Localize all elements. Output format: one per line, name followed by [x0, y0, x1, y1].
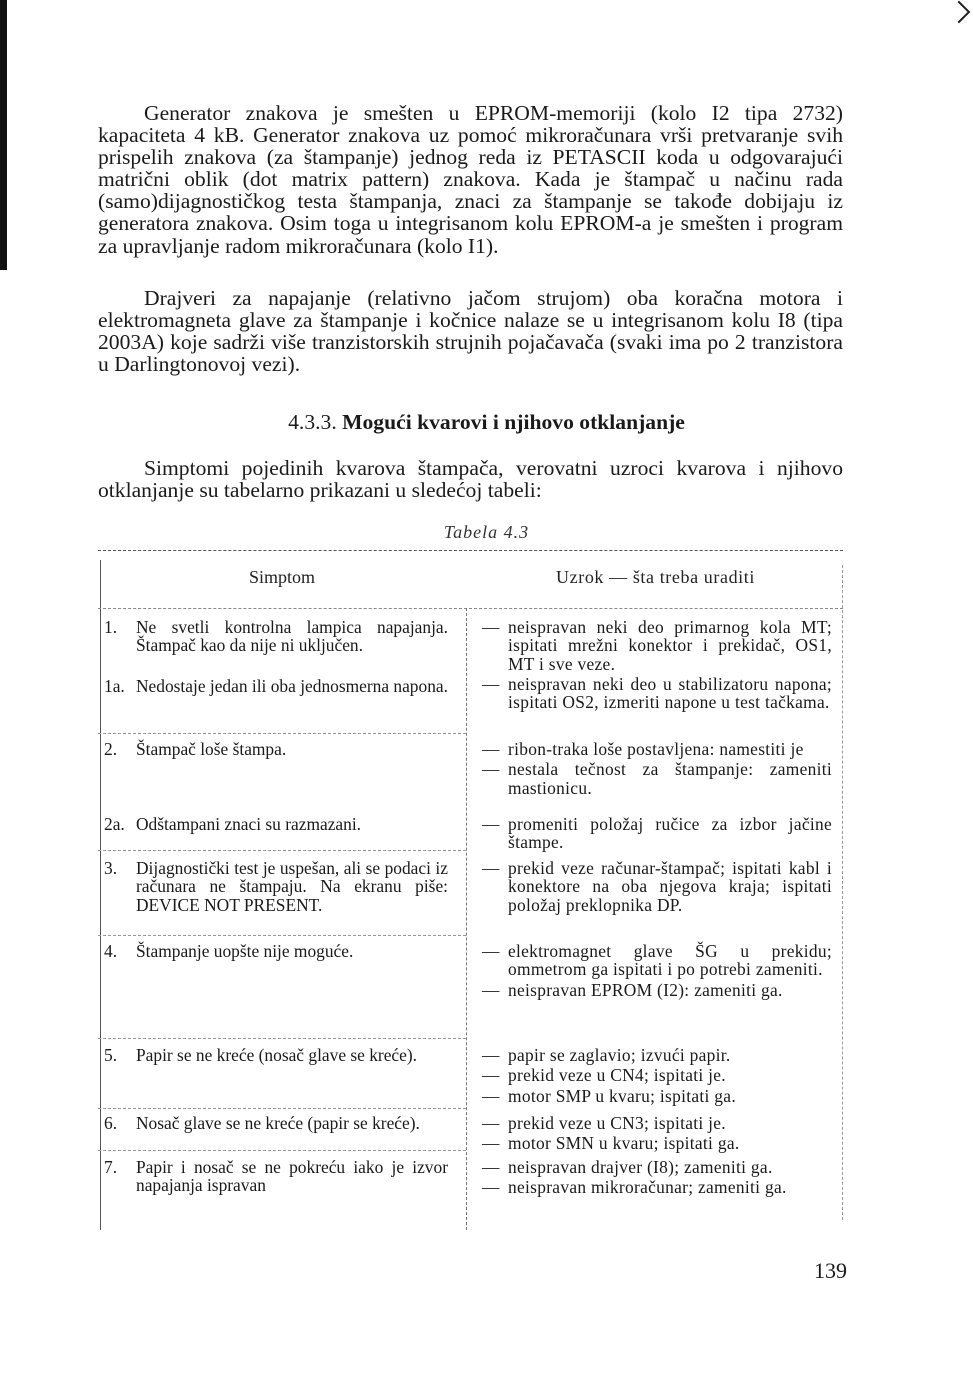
- cause-dash: —: [482, 673, 500, 694]
- section-title-text: Mogući kvarovi i njihovo otklanjanje: [342, 410, 685, 434]
- symptom-text: Papir i nosač se ne pokreću iako je izvor napajanja ispravan: [136, 1157, 448, 1196]
- row-separator: [98, 935, 466, 936]
- row-separator: [98, 850, 466, 851]
- cause-dash: —: [482, 617, 500, 637]
- symptom-number: 2a.: [104, 814, 125, 834]
- symptom-text: Odštampani znaci su razmazani.: [136, 814, 362, 834]
- cause-text: neispravan neki deo u stabilizatoru napona; ispitati OS2, izmeriti napone u test tačkama.: [508, 673, 832, 713]
- cause-group: [482, 859, 832, 916]
- cause-dash: —: [482, 858, 500, 878]
- section-number: 4.3.3.: [288, 410, 337, 434]
- scan-margin-mark: [3, 252, 6, 261]
- table-rule-header: [98, 608, 843, 609]
- symptom-text: Nosač glave se ne kreće (papir se kreće).: [136, 1113, 420, 1133]
- paragraph-generator-znakova: Generator znakova je smešten u EPROM-memoriji (kolo I2 tipa 2732) kapaciteta 4 kB. Generator znakova uz pomoć mikroračunara vrši pretvaranje svih prispelih znakova (za štampanje) jednog reda iz PETASCII koda u odgovarajući matrični oblik (dot matrix pattern) znakova. Kada je štampač u načinu rada (samo)dijagnostičkog testa štampanja, znaci za štampanje se takođe dobijaju iz generatora znakova. Osim toga u integrisanom kolu EPROM-a je smešten i program za upravljanje radom mikroračunara (kolo I1).: [98, 101, 843, 258]
- symptom-text: Štampač loše štampa.: [136, 739, 287, 759]
- cause-dash: —: [482, 1133, 500, 1154]
- symptom-number: 4.: [104, 941, 118, 961]
- symptom-row: [104, 1158, 454, 1195]
- table-border-left: [100, 560, 101, 1230]
- scan-margin-mark: [3, 205, 6, 213]
- symptom-row: [104, 740, 454, 758]
- symptom-row: [104, 677, 454, 695]
- row-separator: [98, 1150, 466, 1151]
- symptom-text: Papir se ne kreće (nosač glave se kreće).: [136, 1045, 418, 1065]
- cause-dash: —: [482, 1177, 500, 1198]
- table-header-symptom: Simptom: [248, 567, 315, 587]
- scan-margin-mark: [3, 228, 6, 238]
- cause-text: ribon-traka loše postavljena: namestiti je: [508, 739, 804, 759]
- cause-dash: —: [482, 1085, 500, 1106]
- cause-text: elektromagnet glave ŠG u prekidu; ommetrom ga ispitati i po potrebi zameniti.: [508, 941, 832, 980]
- page-number: 139: [814, 1258, 847, 1283]
- symptom-row: [104, 618, 454, 655]
- cause-item: [482, 1046, 832, 1064]
- section-heading: [0, 410, 973, 435]
- table-column-divider: [466, 608, 467, 1230]
- cause-item: [482, 1158, 832, 1176]
- symptom-row: [104, 942, 454, 960]
- cause-item: [482, 1114, 832, 1132]
- scan-corner-mark: [948, 1, 971, 24]
- cause-text: prekid veze računar-štampač; ispitati kabl i konektore na oba njegova kraja; ispitati položaj preklopnika DP.: [508, 858, 832, 915]
- cause-item: [482, 942, 832, 979]
- cause-dash: —: [482, 1065, 500, 1086]
- cause-item: [482, 859, 832, 914]
- cause-group: [482, 618, 832, 713]
- symptom-row: [104, 1046, 454, 1064]
- cause-text: motor SMN u kvaru; ispitati ga.: [508, 1133, 740, 1154]
- table-caption: Tabela 4.3: [443, 522, 530, 542]
- body-paragraph: [98, 102, 843, 257]
- row-separator: [98, 733, 466, 734]
- cause-dash: —: [482, 979, 500, 1000]
- cause-group: [482, 942, 832, 1001]
- cause-group: [482, 740, 832, 799]
- symptom-number: 7.: [104, 1157, 118, 1177]
- body-paragraph: [98, 287, 843, 375]
- cause-dash: —: [482, 759, 500, 780]
- symptom-number: 1a.: [104, 676, 125, 696]
- cause-text: neispravan drajver (I8); zameniti ga.: [508, 1157, 773, 1177]
- symptom-text: Nedostaje jedan ili oba jednosmerna napona.: [136, 676, 448, 696]
- cause-dash: —: [482, 941, 500, 961]
- cause-dash: —: [482, 1113, 500, 1133]
- symptom-text: Štampanje uopšte nije moguće.: [136, 941, 354, 961]
- table-border-right: [842, 565, 843, 1220]
- row-separator: [98, 1038, 466, 1039]
- cause-item: [482, 981, 832, 999]
- symptom-number: 5.: [104, 1045, 118, 1065]
- row-separator: [98, 1108, 466, 1109]
- cause-text: neispravan neki deo primarnog kola MT; ispitati mrežni konektor i prekidač, OS1, MT i sve veze.: [508, 617, 832, 674]
- cause-item: [482, 618, 832, 673]
- symptom-number: 6.: [104, 1113, 118, 1133]
- table-header-cause: Uzrok — šta treba uraditi: [556, 567, 755, 587]
- symptom-text: Ne svetli kontrolna lampica napajanja. Štampač kao da nije ni uključen.: [136, 617, 448, 656]
- cause-item: [482, 1087, 832, 1105]
- cause-group: [482, 1046, 832, 1107]
- symptom-number: 3.: [104, 858, 118, 878]
- fault-table: [98, 550, 843, 1230]
- cause-text: prekid veze u CN3; ispitati je.: [508, 1113, 726, 1133]
- table-rule-top: [98, 550, 843, 551]
- symptom-number: 1.: [104, 617, 118, 637]
- cause-group: [482, 1158, 832, 1199]
- symptom-row: [104, 1114, 454, 1132]
- body-paragraph: [98, 457, 843, 501]
- cause-item: [482, 675, 832, 712]
- cause-text: prekid veze u CN4; ispitati je.: [508, 1065, 726, 1086]
- cause-dash: —: [482, 739, 500, 759]
- symptom-text: Dijagnostički test je uspešan, ali se podaci iz računara ne štampaju. Na ekranu piše: DEVICE NOT PRESENT.: [136, 858, 448, 915]
- symptom-number: 2.: [104, 739, 118, 759]
- cause-text: papir se zaglavio; izvući papir.: [508, 1045, 731, 1065]
- cause-text: neispravan EPROM (I2): zameniti ga.: [508, 979, 783, 1000]
- cause-dash: —: [482, 814, 500, 834]
- cause-item: [482, 1066, 832, 1084]
- cause-item: [482, 760, 832, 797]
- cause-item: [482, 1178, 832, 1196]
- symptom-row: [104, 815, 454, 833]
- cause-text: motor SMP u kvaru; ispitati ga.: [508, 1085, 736, 1106]
- paragraph-drajveri: Drajveri za napajanje (relativno jačom strujom) oba koračna motora i elektromagneta glave za štampanje i kočnice nalaze se u integrisanom kolu I8 (tipa 2003A) koje sadrži više tranzistorskih strujnih pojačavača (svaki ima po 2 tranzistora u Darlingtonovoj vezi).: [98, 286, 843, 377]
- cause-dash: —: [482, 1157, 500, 1177]
- cause-text: nestala tečnost za štampanje: zameniti mastionicu.: [508, 759, 832, 798]
- cause-text: promeniti položaj ručice za izbor jačine štampe.: [508, 814, 832, 853]
- paragraph-simptomi-intro: Simptomi pojedinih kvarova štampača, verovatni uzroci kvarova i njihovo otklanjanje su tabelarno prikazani u sledećoj tabeli:: [98, 456, 843, 503]
- cause-group: [482, 815, 832, 854]
- cause-item: [482, 815, 832, 852]
- cause-group: [482, 1114, 832, 1155]
- cause-text: neispravan mikroračunar; zameniti ga.: [508, 1177, 787, 1198]
- cause-item: [482, 1134, 832, 1152]
- cause-dash: —: [482, 1045, 500, 1065]
- symptom-row: [104, 859, 454, 914]
- cause-item: [482, 740, 832, 758]
